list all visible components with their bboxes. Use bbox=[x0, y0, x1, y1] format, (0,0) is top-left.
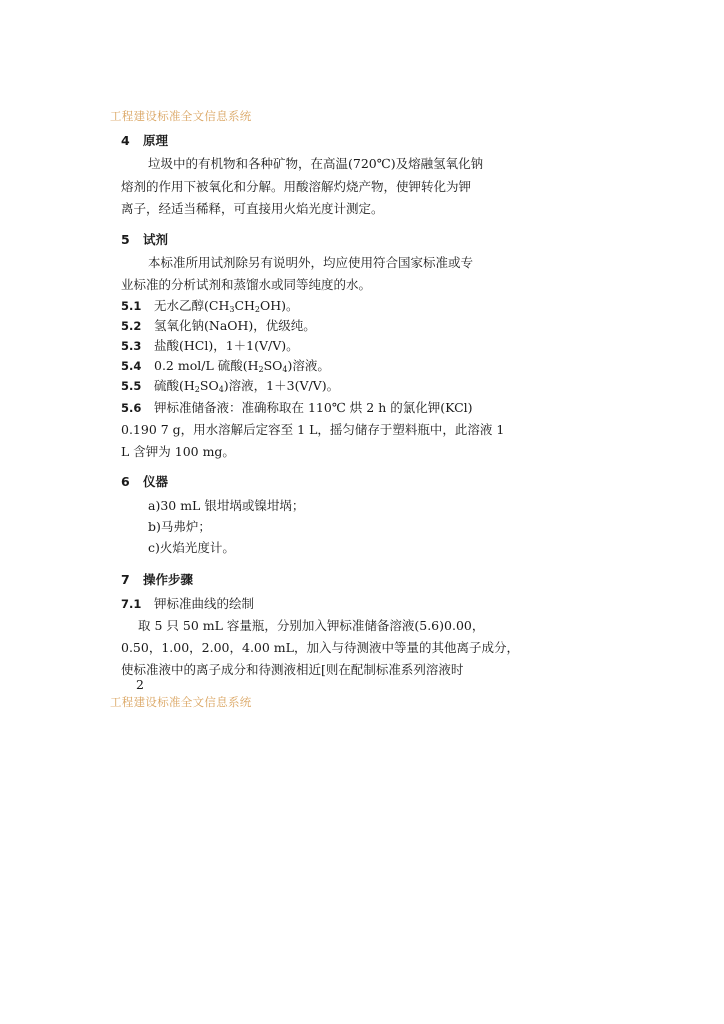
paragraph-line: L 含钾为 100 mg。 bbox=[121, 444, 235, 459]
paragraph-line: 业标准的分析试剂和蒸馏水或同等纯度的水。 bbox=[121, 277, 372, 292]
paragraph-line: 垃圾中的有机物和各种矿物，在高温(720℃)及熔融氢氧化钠 bbox=[148, 156, 484, 171]
list-item: b)马弗炉； bbox=[148, 519, 211, 534]
section-title: 原理 bbox=[143, 133, 169, 148]
item-number: 5.6 bbox=[121, 401, 142, 415]
paragraph-line: 0.50，1.00，2.00，4.00 mL，加入与待测液中等量的其他离子成分， bbox=[121, 640, 519, 655]
reagent-item: 5.3 盐酸(HCl)，1＋1(V/V)。 bbox=[121, 338, 299, 353]
item-number: 5.4 bbox=[121, 359, 142, 373]
paragraph-line: 0.190 7 g，用水溶解后定容至 1 L，摇匀储存于塑料瓶中，此溶液 1 bbox=[121, 422, 505, 437]
item-number: 5.2 bbox=[121, 319, 142, 333]
section-title: 仪器 bbox=[143, 474, 169, 489]
item-number: 5.3 bbox=[121, 339, 142, 353]
item-number: 5.5 bbox=[121, 379, 142, 393]
paragraph-line: 熔剂的作用下被氧化和分解。用酸溶解灼烧产物，使钾转化为钾 bbox=[121, 179, 472, 194]
item-number: 5.1 bbox=[121, 299, 142, 313]
paragraph-line: 本标准所用试剂除另有说明外，均应使用符合国家标准或专 bbox=[148, 255, 474, 270]
list-item: a)30 mL 银坩埚或镍坩埚； bbox=[148, 498, 305, 513]
section-5-heading bbox=[121, 230, 168, 248]
section-6-heading bbox=[121, 472, 168, 490]
watermark-bottom: 工程建设标准全文信息系统 bbox=[110, 695, 252, 709]
reagent-item: 5.6 钾标准储备液：准确称取在 110℃ 烘 2 h 的氯化钾(KCl) bbox=[121, 400, 473, 415]
reagent-item: 5.4 0.2 mol/L 硫酸$(H_2SO_4)$溶液。 bbox=[121, 358, 330, 374]
paragraph-line: 取 5 只 50 mL 容量瓶，分别加入钾标准储备溶液(5.6)0.00， bbox=[138, 618, 485, 633]
watermark-top: 工程建设标准全文信息系统 bbox=[110, 109, 252, 123]
section-number: 5 bbox=[121, 232, 130, 247]
reagent-item: 5.2 氢氧化钠(NaOH)，优级纯。 bbox=[121, 318, 316, 333]
list-item: c)火焰光度计。 bbox=[148, 540, 235, 555]
section-number: 6 bbox=[121, 474, 130, 489]
section-7-heading bbox=[121, 570, 193, 588]
subsection-heading: 7.1 钾标准曲线的绘制 bbox=[121, 596, 255, 611]
reagent-item: 5.1 无水乙醇$(CH_3CH_2OH)$。 bbox=[121, 298, 299, 314]
paragraph-line: 使标准液中的离子成分和待测液相近[则在配制标准系列溶液时 bbox=[121, 662, 464, 677]
item-number: 7.1 bbox=[121, 597, 142, 611]
section-number: 4 bbox=[121, 133, 130, 148]
paragraph-line: 离子，经适当稀释，可直接用火焰光度计测定。 bbox=[121, 201, 384, 216]
section-title: 操作步骤 bbox=[143, 572, 194, 587]
section-4-heading bbox=[121, 131, 168, 149]
page-number: 2 bbox=[136, 677, 144, 692]
section-title: 试剂 bbox=[143, 232, 169, 247]
section-number: 7 bbox=[121, 572, 130, 587]
reagent-item: 5.5 硫酸$(H_2SO_4)$溶液，1＋3(V/V)。 bbox=[121, 378, 340, 394]
